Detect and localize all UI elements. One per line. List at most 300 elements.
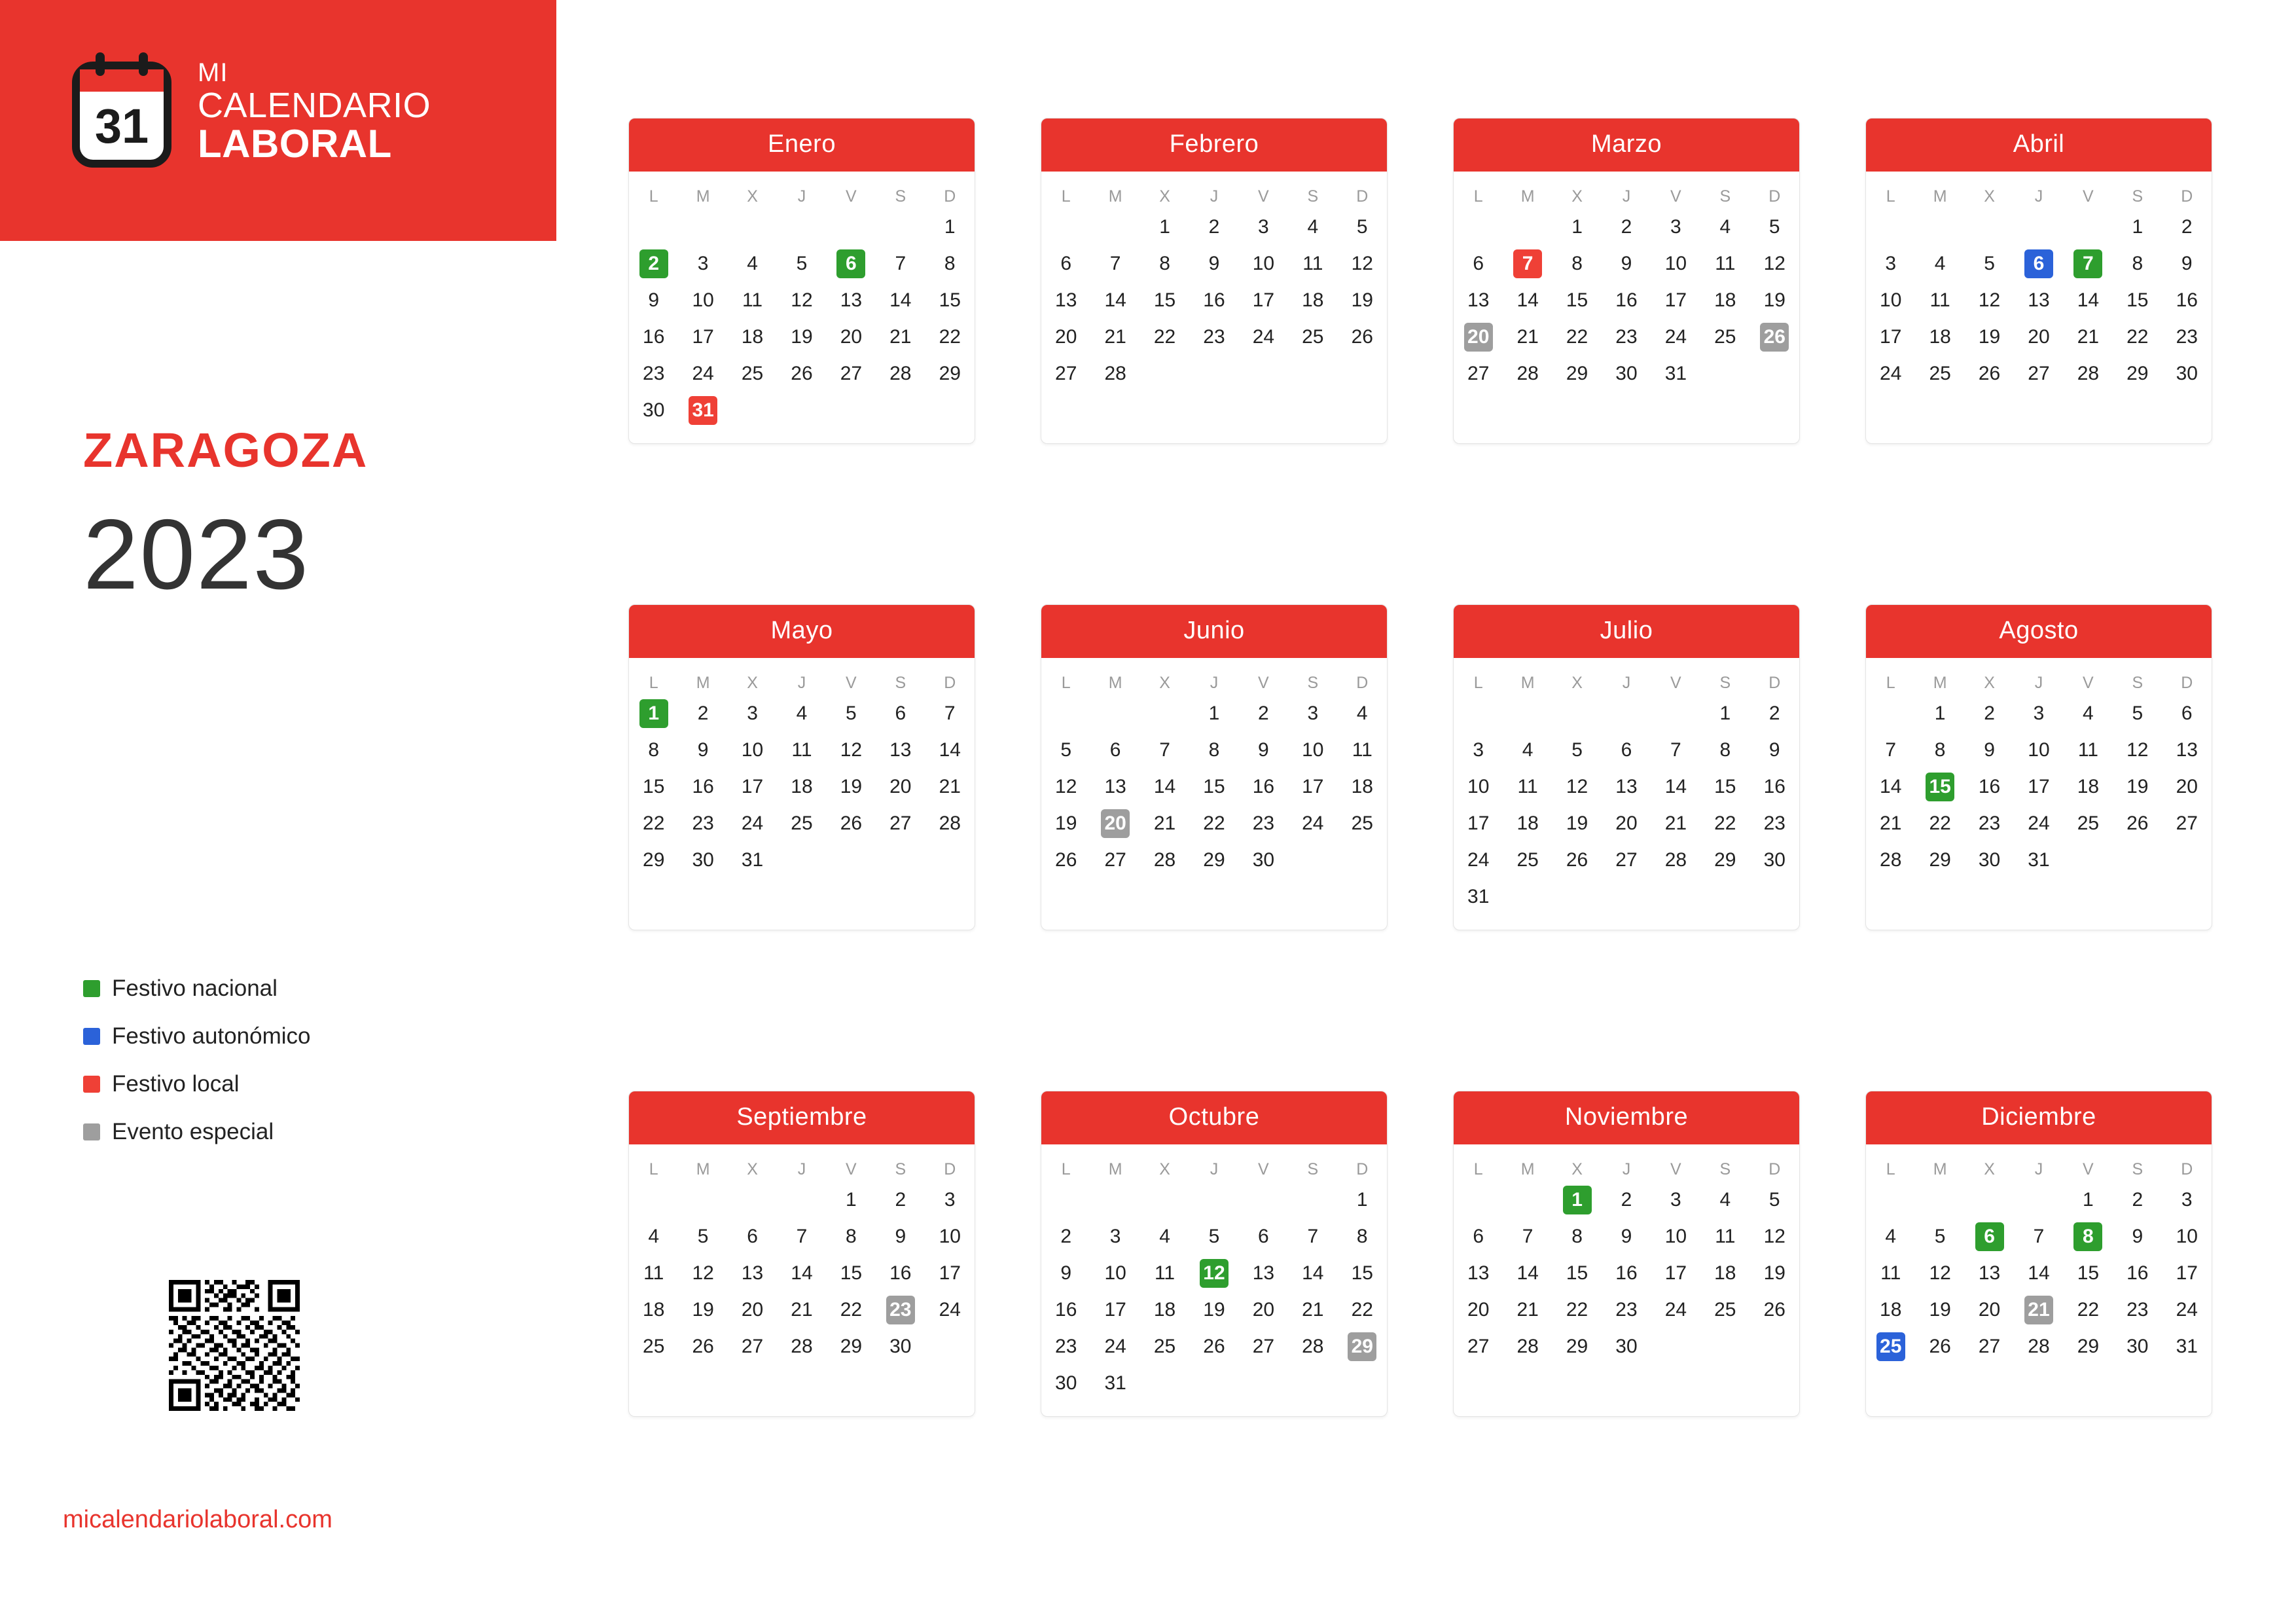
day-cell[interactable] [629,1328,678,1365]
day-cell[interactable] [1454,246,1503,282]
day-cell[interactable] [1915,1292,1964,1328]
day-cell[interactable] [2162,805,2212,842]
day-cell[interactable] [1965,1218,2014,1255]
day-cell[interactable] [1338,732,1387,769]
day-cell[interactable] [777,805,826,842]
day-cell[interactable] [1140,1218,1189,1255]
day-cell[interactable] [1866,1218,1915,1255]
day-cell[interactable] [1090,319,1139,356]
day-cell[interactable] [1140,246,1189,282]
day-cell[interactable] [1189,319,1238,356]
day-cell[interactable] [1700,769,1749,805]
day-cell[interactable] [1651,1255,1700,1292]
day-cell[interactable] [1288,246,1337,282]
day-cell[interactable] [2113,1328,2162,1365]
day-cell[interactable] [728,695,777,732]
day-cell[interactable] [1552,805,1602,842]
day-cell[interactable] [1041,246,1090,282]
day-cell[interactable] [678,392,727,429]
day-cell[interactable] [1700,1182,1749,1218]
day-cell[interactable] [1454,356,1503,392]
day-cell[interactable] [629,769,678,805]
day-cell[interactable] [1915,842,1964,879]
day-cell[interactable] [1454,1255,1503,1292]
day-cell[interactable] [925,1218,975,1255]
day-cell[interactable] [728,319,777,356]
day-cell[interactable] [1915,319,1964,356]
day-cell[interactable] [1189,805,1238,842]
day-cell[interactable] [1454,805,1503,842]
day-cell[interactable] [629,282,678,319]
day-cell[interactable] [2113,282,2162,319]
day-cell[interactable] [1915,695,1964,732]
day-cell[interactable] [1454,732,1503,769]
day-cell[interactable] [1288,769,1337,805]
day-cell[interactable] [1866,842,1915,879]
day-cell[interactable] [678,1255,727,1292]
day-cell[interactable] [1288,732,1337,769]
day-cell[interactable] [777,246,826,282]
day-cell[interactable] [678,769,727,805]
day-cell[interactable] [925,209,975,246]
day-cell[interactable] [2014,1328,2063,1365]
day-cell[interactable] [876,356,925,392]
day-cell[interactable] [876,1218,925,1255]
day-cell[interactable] [1090,282,1139,319]
day-cell[interactable] [1239,769,1288,805]
day-cell[interactable] [1750,805,1799,842]
day-cell[interactable] [1090,1328,1139,1365]
day-cell[interactable] [2064,1218,2113,1255]
day-cell[interactable] [1338,1328,1387,1365]
day-cell[interactable] [2014,732,2063,769]
day-cell[interactable] [629,319,678,356]
day-cell[interactable] [2064,356,2113,392]
day-cell[interactable] [1288,805,1337,842]
day-cell[interactable] [629,1255,678,1292]
day-cell[interactable] [827,282,876,319]
day-cell[interactable] [1189,246,1238,282]
day-cell[interactable] [1651,842,1700,879]
day-cell[interactable] [1866,1292,1915,1328]
day-cell[interactable] [1602,319,1651,356]
day-cell[interactable] [2113,319,2162,356]
day-cell[interactable] [1503,732,1552,769]
day-cell[interactable] [1602,1292,1651,1328]
day-cell[interactable] [678,356,727,392]
day-cell[interactable] [925,732,975,769]
day-cell[interactable] [2064,319,2113,356]
day-cell[interactable] [1239,1328,1288,1365]
day-cell[interactable] [1552,1182,1602,1218]
day-cell[interactable] [678,1292,727,1328]
day-cell[interactable] [1700,1292,1749,1328]
day-cell[interactable] [2162,246,2212,282]
day-cell[interactable] [2162,356,2212,392]
day-cell[interactable] [1750,1255,1799,1292]
day-cell[interactable] [629,695,678,732]
day-cell[interactable] [1454,282,1503,319]
day-cell[interactable] [925,1292,975,1328]
day-cell[interactable] [827,246,876,282]
day-cell[interactable] [1338,1182,1387,1218]
day-cell[interactable] [1651,769,1700,805]
day-cell[interactable] [2014,356,2063,392]
day-cell[interactable] [1454,319,1503,356]
day-cell[interactable] [1288,1292,1337,1328]
day-cell[interactable] [1090,246,1139,282]
day-cell[interactable] [1338,282,1387,319]
day-cell[interactable] [1602,209,1651,246]
day-cell[interactable] [925,356,975,392]
day-cell[interactable] [1651,732,1700,769]
day-cell[interactable] [1338,1218,1387,1255]
day-cell[interactable] [1239,282,1288,319]
day-cell[interactable] [1651,282,1700,319]
day-cell[interactable] [1239,842,1288,879]
day-cell[interactable] [827,695,876,732]
day-cell[interactable] [2162,769,2212,805]
day-cell[interactable] [678,842,727,879]
day-cell[interactable] [2162,1292,2212,1328]
day-cell[interactable] [1189,1218,1238,1255]
day-cell[interactable] [1503,842,1552,879]
day-cell[interactable] [1503,805,1552,842]
day-cell[interactable] [777,732,826,769]
day-cell[interactable] [777,1292,826,1328]
day-cell[interactable] [1090,732,1139,769]
day-cell[interactable] [1602,842,1651,879]
day-cell[interactable] [1552,732,1602,769]
day-cell[interactable] [1651,1218,1700,1255]
day-cell[interactable] [728,1292,777,1328]
day-cell[interactable] [1338,769,1387,805]
day-cell[interactable] [1454,1218,1503,1255]
day-cell[interactable] [1651,356,1700,392]
day-cell[interactable] [1602,769,1651,805]
day-cell[interactable] [2162,1182,2212,1218]
day-cell[interactable] [1454,842,1503,879]
day-cell[interactable] [2162,282,2212,319]
day-cell[interactable] [1090,1255,1139,1292]
day-cell[interactable] [1866,732,1915,769]
day-cell[interactable] [1140,1255,1189,1292]
day-cell[interactable] [1866,805,1915,842]
day-cell[interactable] [1965,1328,2014,1365]
day-cell[interactable] [629,392,678,429]
day-cell[interactable] [1041,1255,1090,1292]
day-cell[interactable] [1503,246,1552,282]
day-cell[interactable] [678,695,727,732]
day-cell[interactable] [925,282,975,319]
day-cell[interactable] [1140,1328,1189,1365]
day-cell[interactable] [1288,1255,1337,1292]
day-cell[interactable] [1866,356,1915,392]
day-cell[interactable] [1552,356,1602,392]
day-cell[interactable] [1866,1255,1915,1292]
day-cell[interactable] [1602,1218,1651,1255]
day-cell[interactable] [1915,282,1964,319]
day-cell[interactable] [1700,732,1749,769]
day-cell[interactable] [728,356,777,392]
day-cell[interactable] [827,1182,876,1218]
day-cell[interactable] [1189,769,1238,805]
day-cell[interactable] [1041,1365,1090,1402]
day-cell[interactable] [2113,769,2162,805]
day-cell[interactable] [777,356,826,392]
day-cell[interactable] [1189,1328,1238,1365]
day-cell[interactable] [1503,1255,1552,1292]
day-cell[interactable] [1090,769,1139,805]
day-cell[interactable] [827,769,876,805]
day-cell[interactable] [1651,805,1700,842]
day-cell[interactable] [1338,319,1387,356]
day-cell[interactable] [1189,842,1238,879]
day-cell[interactable] [925,246,975,282]
day-cell[interactable] [1750,282,1799,319]
day-cell[interactable] [1189,209,1238,246]
day-cell[interactable] [2064,1255,2113,1292]
day-cell[interactable] [1866,769,1915,805]
day-cell[interactable] [925,319,975,356]
day-cell[interactable] [1750,209,1799,246]
day-cell[interactable] [1750,732,1799,769]
day-cell[interactable] [1090,1292,1139,1328]
day-cell[interactable] [1750,319,1799,356]
day-cell[interactable] [1915,246,1964,282]
day-cell[interactable] [1965,695,2014,732]
day-cell[interactable] [1239,209,1288,246]
day-cell[interactable] [1750,1292,1799,1328]
day-cell[interactable] [1965,732,2014,769]
day-cell[interactable] [1041,805,1090,842]
day-cell[interactable] [1965,842,2014,879]
day-cell[interactable] [777,1255,826,1292]
day-cell[interactable] [1288,209,1337,246]
day-cell[interactable] [777,1328,826,1365]
day-cell[interactable] [2014,319,2063,356]
day-cell[interactable] [1552,769,1602,805]
day-cell[interactable] [1090,805,1139,842]
day-cell[interactable] [728,769,777,805]
day-cell[interactable] [1750,769,1799,805]
day-cell[interactable] [1503,319,1552,356]
day-cell[interactable] [1189,732,1238,769]
day-cell[interactable] [1700,805,1749,842]
day-cell[interactable] [629,842,678,879]
day-cell[interactable] [1965,1255,2014,1292]
day-cell[interactable] [1750,842,1799,879]
day-cell[interactable] [827,805,876,842]
day-cell[interactable] [728,805,777,842]
day-cell[interactable] [1239,1292,1288,1328]
day-cell[interactable] [678,1328,727,1365]
day-cell[interactable] [629,1292,678,1328]
day-cell[interactable] [876,1182,925,1218]
day-cell[interactable] [827,1255,876,1292]
day-cell[interactable] [1239,732,1288,769]
day-cell[interactable] [1503,1328,1552,1365]
day-cell[interactable] [1552,842,1602,879]
day-cell[interactable] [2162,695,2212,732]
day-cell[interactable] [2113,356,2162,392]
day-cell[interactable] [925,769,975,805]
day-cell[interactable] [1288,282,1337,319]
day-cell[interactable] [1503,769,1552,805]
day-cell[interactable] [1651,246,1700,282]
day-cell[interactable] [2014,246,2063,282]
day-cell[interactable] [1338,805,1387,842]
day-cell[interactable] [2014,805,2063,842]
day-cell[interactable] [2162,1255,2212,1292]
day-cell[interactable] [1503,356,1552,392]
day-cell[interactable] [827,1218,876,1255]
day-cell[interactable] [1239,1218,1288,1255]
day-cell[interactable] [1239,805,1288,842]
day-cell[interactable] [1041,1292,1090,1328]
day-cell[interactable] [629,732,678,769]
day-cell[interactable] [1288,1328,1337,1365]
day-cell[interactable] [1965,356,2014,392]
day-cell[interactable] [2162,209,2212,246]
day-cell[interactable] [1700,695,1749,732]
day-cell[interactable] [827,732,876,769]
day-cell[interactable] [1140,842,1189,879]
day-cell[interactable] [1552,282,1602,319]
day-cell[interactable] [1915,356,1964,392]
day-cell[interactable] [678,246,727,282]
day-cell[interactable] [1288,695,1337,732]
day-cell[interactable] [1915,805,1964,842]
day-cell[interactable] [2113,209,2162,246]
day-cell[interactable] [1041,769,1090,805]
day-cell[interactable] [678,1218,727,1255]
day-cell[interactable] [1915,1218,1964,1255]
day-cell[interactable] [2162,1328,2212,1365]
day-cell[interactable] [1140,319,1189,356]
day-cell[interactable] [1965,319,2014,356]
day-cell[interactable] [827,319,876,356]
day-cell[interactable] [1338,1255,1387,1292]
day-cell[interactable] [1866,319,1915,356]
day-cell[interactable] [1700,1218,1749,1255]
day-cell[interactable] [1651,319,1700,356]
day-cell[interactable] [728,842,777,879]
day-cell[interactable] [1965,1292,2014,1328]
day-cell[interactable] [1041,1218,1090,1255]
day-cell[interactable] [1454,1328,1503,1365]
day-cell[interactable] [925,1255,975,1292]
day-cell[interactable] [1700,246,1749,282]
day-cell[interactable] [1602,805,1651,842]
day-cell[interactable] [876,769,925,805]
day-cell[interactable] [1338,246,1387,282]
day-cell[interactable] [876,246,925,282]
day-cell[interactable] [1041,732,1090,769]
day-cell[interactable] [1288,319,1337,356]
day-cell[interactable] [925,1182,975,1218]
day-cell[interactable] [1602,246,1651,282]
day-cell[interactable] [1750,695,1799,732]
day-cell[interactable] [1189,282,1238,319]
day-cell[interactable] [678,319,727,356]
day-cell[interactable] [876,732,925,769]
day-cell[interactable] [1866,246,1915,282]
day-cell[interactable] [1915,1328,1964,1365]
day-cell[interactable] [678,805,727,842]
day-cell[interactable] [2162,1218,2212,1255]
day-cell[interactable] [629,246,678,282]
day-cell[interactable] [1552,319,1602,356]
day-cell[interactable] [1189,1292,1238,1328]
day-cell[interactable] [1041,1328,1090,1365]
day-cell[interactable] [2064,732,2113,769]
day-cell[interactable] [1602,356,1651,392]
day-cell[interactable] [1239,319,1288,356]
day-cell[interactable] [1239,695,1288,732]
day-cell[interactable] [728,282,777,319]
day-cell[interactable] [1140,1292,1189,1328]
day-cell[interactable] [1866,1328,1915,1365]
day-cell[interactable] [876,319,925,356]
qr-code[interactable] [169,1280,300,1411]
day-cell[interactable] [777,769,826,805]
day-cell[interactable] [2064,1328,2113,1365]
day-cell[interactable] [1965,769,2014,805]
day-cell[interactable] [1651,209,1700,246]
day-cell[interactable] [728,732,777,769]
day-cell[interactable] [827,1328,876,1365]
day-cell[interactable] [2113,695,2162,732]
day-cell[interactable] [629,805,678,842]
day-cell[interactable] [2014,695,2063,732]
day-cell[interactable] [1288,1218,1337,1255]
day-cell[interactable] [2064,1292,2113,1328]
day-cell[interactable] [1239,246,1288,282]
day-cell[interactable] [1041,842,1090,879]
day-cell[interactable] [1750,1182,1799,1218]
day-cell[interactable] [629,1218,678,1255]
day-cell[interactable] [728,246,777,282]
day-cell[interactable] [2014,1218,2063,1255]
day-cell[interactable] [1503,1292,1552,1328]
day-cell[interactable] [1700,209,1749,246]
day-cell[interactable] [1750,1218,1799,1255]
day-cell[interactable] [1700,319,1749,356]
day-cell[interactable] [2064,282,2113,319]
day-cell[interactable] [1338,209,1387,246]
day-cell[interactable] [1454,1292,1503,1328]
day-cell[interactable] [2113,1292,2162,1328]
day-cell[interactable] [2113,246,2162,282]
day-cell[interactable] [1965,246,2014,282]
day-cell[interactable] [2064,695,2113,732]
day-cell[interactable] [2014,1292,2063,1328]
day-cell[interactable] [1552,209,1602,246]
day-cell[interactable] [1140,732,1189,769]
day-cell[interactable] [1503,1218,1552,1255]
day-cell[interactable] [1750,246,1799,282]
day-cell[interactable] [1552,1218,1602,1255]
day-cell[interactable] [1090,356,1139,392]
day-cell[interactable] [1866,282,1915,319]
day-cell[interactable] [925,695,975,732]
day-cell[interactable] [1602,1182,1651,1218]
day-cell[interactable] [728,1255,777,1292]
day-cell[interactable] [1602,282,1651,319]
day-cell[interactable] [1700,842,1749,879]
day-cell[interactable] [1700,1255,1749,1292]
